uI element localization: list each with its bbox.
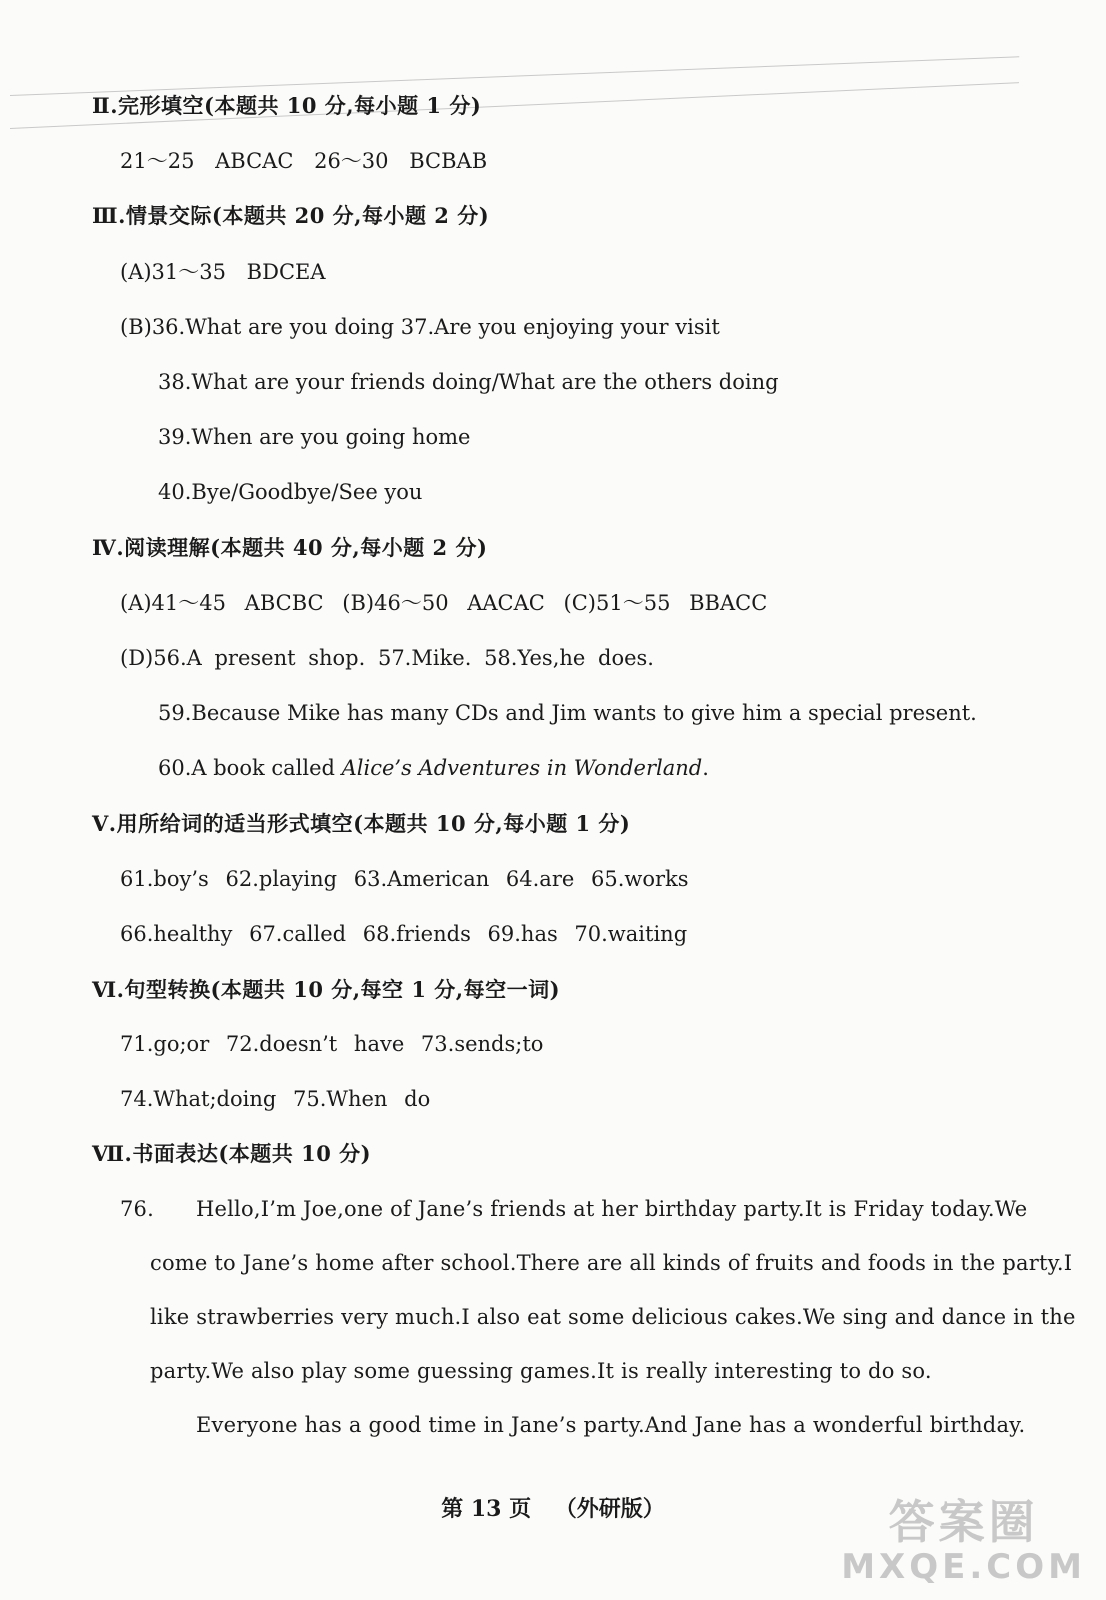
section-title-reading: Ⅳ.阅读理解(本题共 40 分,每小题 2 分)	[92, 535, 488, 560]
watermark-logo	[841, 1496, 1086, 1586]
answer-line: 39.When are you going home	[158, 425, 471, 449]
section-title-dialogue: Ⅲ.情景交际(本题共 20 分,每小题 2 分)	[92, 203, 490, 228]
book-title: Alice’s Adventures in Wonderland	[341, 756, 703, 780]
answer-line: 59.Because Mike has many CDs and Jim wants to give him a special present.	[158, 701, 977, 725]
essay-line: Everyone has a good time in Jane’s party.And Jane has a wonderful birthday.	[196, 1413, 1026, 1437]
page-number: 第 13 页	[441, 1496, 532, 1522]
watermark-en: MXQE.COM	[841, 1547, 1086, 1587]
essay-number: 76.	[120, 1197, 154, 1221]
answer-line: (B)36.What are you doing 37.Are you enjoying your visit	[120, 315, 720, 339]
answer-line: (A)31～35 BDCEA	[120, 260, 326, 284]
section-title-cloze: Ⅱ.完形填空(本题共 10 分,每小题 1 分)	[92, 93, 482, 118]
essay-line: Hello,I’m Joe,one of Jane’s friends at her birthday party.It is Friday today.We	[196, 1197, 1028, 1221]
answer-line: 21～25 ABCAC 26～30 BCBAB	[120, 149, 488, 173]
section-title-sentence-transform: Ⅵ.句型转换(本题共 10 分,每空 1 分,每空一词)	[92, 977, 561, 1002]
watermark-cn: 答案圈	[888, 1495, 1039, 1549]
answer-line: (A)41～45 ABCBC (B)46～50 AACAC (C)51～55 BBACC	[120, 591, 768, 615]
answer-text: .	[702, 756, 709, 780]
section-title-word-forms: Ⅴ.用所给词的适当形式填空(本题共 10 分,每小题 1 分)	[92, 811, 631, 836]
answer-line: 38.What are your friends doing/What are the others doing	[158, 370, 779, 394]
answer-line: 40.Bye/Goodbye/See you	[158, 480, 423, 504]
answer-line-60	[158, 754, 709, 782]
answer-line: 61.boy’s 62.playing 63.American 64.are 65.works	[120, 867, 689, 891]
essay-line: come to Jane’s home after school.There are all kinds of fruits and foods in the party.I	[150, 1251, 1073, 1275]
essay-line: like strawberries very much.I also eat some delicious cakes.We sing and dance in the	[150, 1305, 1076, 1329]
answer-text: 60.A book called	[158, 756, 342, 780]
answer-line: (D)56.A present shop. 57.Mike. 58.Yes,he does.	[120, 646, 654, 670]
essay-line: party.We also play some guessing games.It is really interesting to do so.	[150, 1359, 932, 1383]
edition-label: （外研版）	[554, 1496, 665, 1522]
answer-line: 66.healthy 67.called 68.friends 69.has 70.waiting	[120, 922, 688, 946]
answer-line: 74.What;doing 75.When do	[120, 1087, 431, 1111]
answer-line: 71.go;or 72.doesn’t have 73.sends;to	[120, 1032, 544, 1056]
section-title-writing: Ⅶ.书面表达(本题共 10 分)	[92, 1141, 372, 1166]
